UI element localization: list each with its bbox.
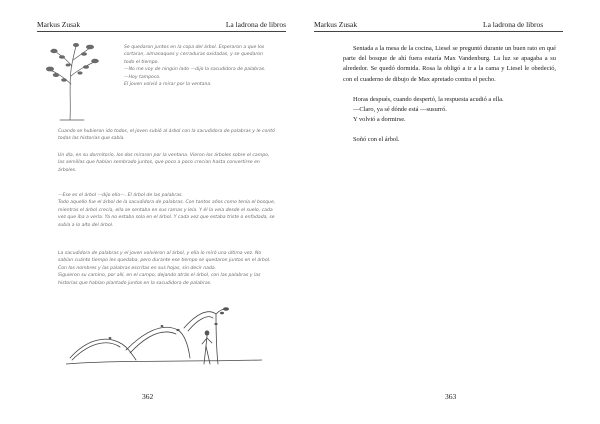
handwritten-text-block: Un día, en su dormitorio, los dos miraron por la ventana. Vieron los árboles sobre el campo, las semillas que habían sembrado juntos, que poco a poco crecían hasta convertirse en árboles. xyxy=(58,153,270,173)
paragraph: Y volvió a dormirse. xyxy=(353,116,406,124)
running-header-title: La ladrona de libros xyxy=(483,20,544,29)
paragraph: Horas después, cuando despertó, la respuesta acudió a ella. xyxy=(353,95,504,103)
body-text xyxy=(343,44,556,146)
running-header-title: La ladrona de libros xyxy=(225,20,286,29)
running-header-author: Markus Zusak xyxy=(314,20,358,29)
running-header-author: Markus Zusak xyxy=(37,20,81,29)
paragraph: Sentada a la mesa de la cocina, Liesel se preguntó durante un buen rato en qué parte del bosque de ahí fuera estaría Max Vandenburg. La luz se apagaba a su alrededor. Se quedó dormida. Rosa la obligó a ir a la cama y Liesel le obedeció, con el cuaderno de dibujo de Max apretado contra el pecho. xyxy=(343,45,556,83)
header-rule xyxy=(314,31,563,32)
page-number: 362 xyxy=(142,392,154,401)
handwritten-text-block: Cuando se hubieron ido todos, el joven subió al árbol con la sacudidora de palabras y le contó todas las historias que sabía. xyxy=(58,129,275,142)
handwritten-text-block: Se quedaron juntos en la copa del árbol. Esperaron a que los cortaran, almanaques y cerraduras oxidadas, y se quedaron todo el tiempo. —No me voy de ningún lado —dijo la sacudidora de palabras. —Hoy tampoco. El joven volvió a mirar por la ventana. xyxy=(124,45,266,88)
hills-tree-figure-illustration xyxy=(66,300,262,372)
paragraph: Soñó con el árbol. xyxy=(353,136,400,144)
handwritten-text-block: La sacudidora de palabras y el joven volvieron al árbol, y ella lo miró una última vez. No sabían cuánto tiempo les quedaba, pero durante ese tiempo se quedaron juntos en el árbol. Con los nombres y las palabras escritas en sus hojas, sin decir nada. Siguieron su camino, por allí, en el campo, dejando atrás el árbol, con las palabras y las historias que habían plantado juntos en la sacudidora de palabras. xyxy=(58,251,271,286)
paragraph: —Claro, ya sé dónde está —susurró. xyxy=(353,106,447,114)
header-rule xyxy=(37,31,286,32)
tree-sketch-illustration xyxy=(40,40,120,122)
handwritten-text-block: —Ese es el árbol —dijo ella—. El árbol de las palabras. Todo aquello fue el árbol de la sacudidora de palabras. Con tantos años como tenía el bosque, mientras el árbol crecía, ella se sentaba en sus ramas y leía. Y él la veía desde el suelo, cada vez que iba a verla. Ya no estaba sola en el árbol. Y cada vez que estaba triste o enfadada, se subía a lo alto del árbol. xyxy=(58,193,276,228)
page-number: 363 xyxy=(445,392,457,401)
